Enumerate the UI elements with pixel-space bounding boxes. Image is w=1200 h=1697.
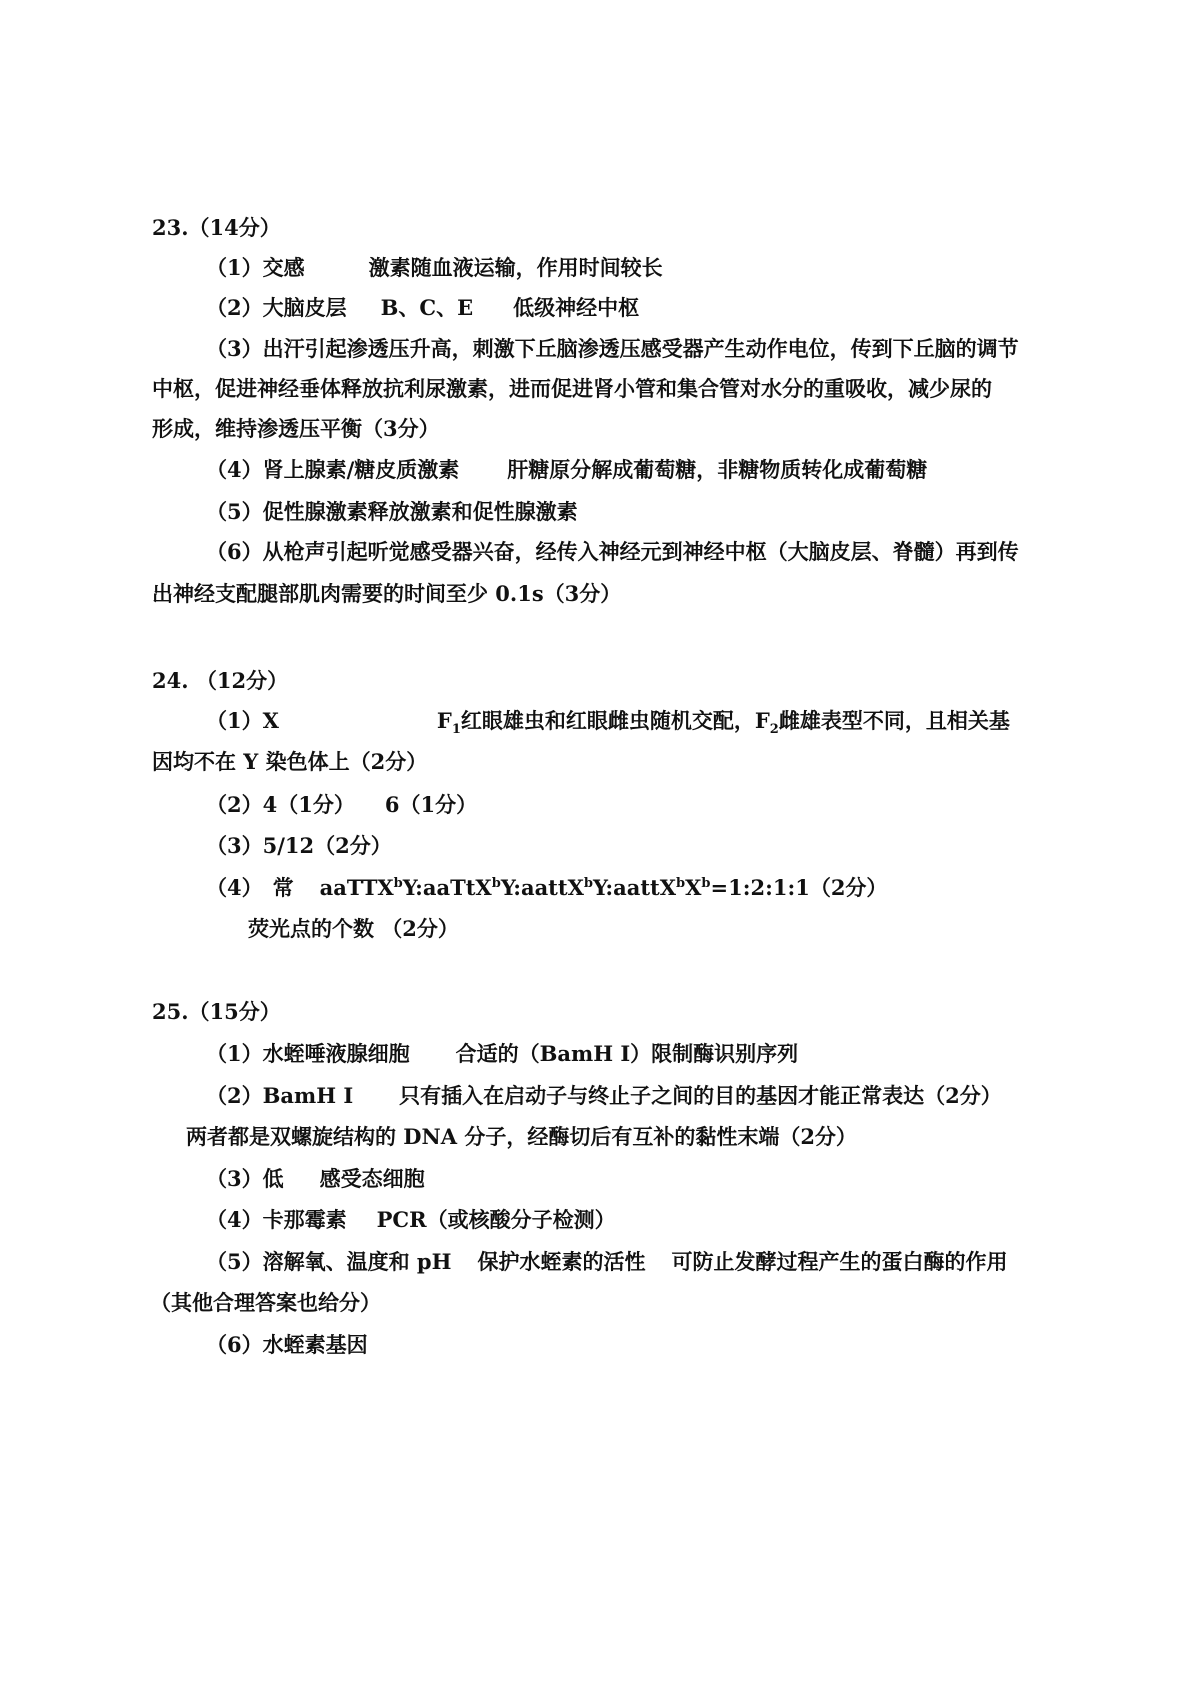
q23-answer-1a: （1）交感 (206, 255, 305, 280)
q24-answer-1b: $F_1$红眼雄虫和红眼雌虫随机交配，$F_2$雌雄表型不同，且相关基 (436, 708, 1010, 738)
q25-line-4 (206, 1205, 616, 1235)
q25-line-6: （6）水蛭素基因 (206, 1332, 368, 1357)
q25-answer-2a: （2）BamH I (206, 1083, 354, 1108)
q25-answer-5c: 可防止发酵过程产生的蛋白酶的作用 (671, 1249, 1008, 1274)
q25-line-2c: 两者都是双螺旋结构的 DNA 分子，经酶切后有互补的黏性末端（2分） (186, 1124, 857, 1149)
q25-line-5 (206, 1247, 1007, 1277)
q23-answer-1b: 激素随血液运输，作用时间较长 (368, 255, 663, 280)
q25-answer-3a: （3）低 (206, 1166, 284, 1191)
q25-answer-1a: （1）水蛭唾液腺细胞 (206, 1041, 410, 1066)
q23-answer-2b: B、C、E (380, 295, 474, 320)
q25-answer-4a: （4）卡那霉素 (206, 1207, 347, 1232)
q25-answer-3b: 感受态细胞 (319, 1166, 425, 1191)
q25-answer-4b: PCR（或核酸分子检测） (376, 1207, 616, 1232)
q24-line-4 (206, 873, 887, 903)
q25-answer-1b: 合适的（BamH I）限制酶识别序列 (455, 1041, 799, 1066)
q24-answer-4b: 常 (272, 875, 294, 900)
q24-answer-2a: （2）4（1分） (206, 792, 355, 817)
q23-header: 23.（14分） (152, 215, 281, 240)
q23-line-3a: （3）出汗引起渗透压升高，刺激下丘脑渗透压感受器产生动作电位，传到下丘脑的调节 (206, 336, 1019, 361)
q25-line-3 (206, 1164, 425, 1194)
q24-answer-2b: 6（1分） (384, 792, 478, 817)
q24-answer-4a: （4） (206, 875, 263, 900)
q24-line-2 (206, 790, 477, 820)
q23-answer-2c: 低级神经中枢 (513, 295, 640, 320)
q23-line-6b: 出神经支配腿部肌肉需要的时间至少 0.1s（3分） (152, 581, 622, 606)
q23-line-5: （5）促性腺激素释放激素和促性腺激素 (206, 499, 578, 524)
q25-header: 25.（15分） (152, 999, 281, 1024)
q25-line-2 (206, 1081, 1002, 1111)
q25-line-1 (206, 1039, 798, 1069)
q24-line-1 (206, 706, 1010, 736)
q23-answer-4a: （4）肾上腺素/糖皮质激素 (206, 457, 460, 482)
q23-line-6a: （6）从枪声引起听觉感受器兴奋，经传入神经元到神经中枢（大脑皮层、脊髓）再到传 (206, 539, 1019, 564)
q23-line-4 (206, 455, 927, 485)
q23-answer-2a: （2）大脑皮层 (206, 295, 347, 320)
q24-answer-1a: （1）X (206, 708, 279, 733)
q24-genotype-ratio: $aaTTX^bY:aaTtX^bY:aattX^bY:aattX^bX^b=1:2:1:1(2$分） (319, 875, 888, 900)
q24-line-3: （3）5/12（2分） (206, 833, 392, 858)
q25-answer-5b: 保护水蛭素的活性 (477, 1249, 646, 1274)
q25-line-5d: （其他合理答案也给分） (150, 1290, 381, 1315)
q23-line-3b: 中枢，促进神经垂体释放抗利尿激素，进而促进肾小管和集合管对水分的重吸收，减少尿的 (152, 376, 992, 401)
q24-line-1c: 因均不在 Y 染色体上（2分） (152, 749, 428, 774)
q24-header: 24. （12分） (152, 668, 289, 693)
q23-line-1 (206, 253, 663, 283)
q23-answer-4b: 肝糖原分解成葡萄糖，非糖物质转化成葡萄糖 (507, 457, 928, 482)
q25-answer-5a: （5）溶解氧、温度和 pH (206, 1249, 452, 1274)
q25-answer-2b: 只有插入在启动子与终止子之间的目的基因才能正常表达（2分） (399, 1083, 1002, 1108)
q23-line-3c: 形成，维持渗透压平衡（3分） (152, 416, 440, 441)
q23-line-2 (206, 293, 639, 323)
q24-line-5: 荧光点的个数 （2分） (248, 916, 459, 941)
